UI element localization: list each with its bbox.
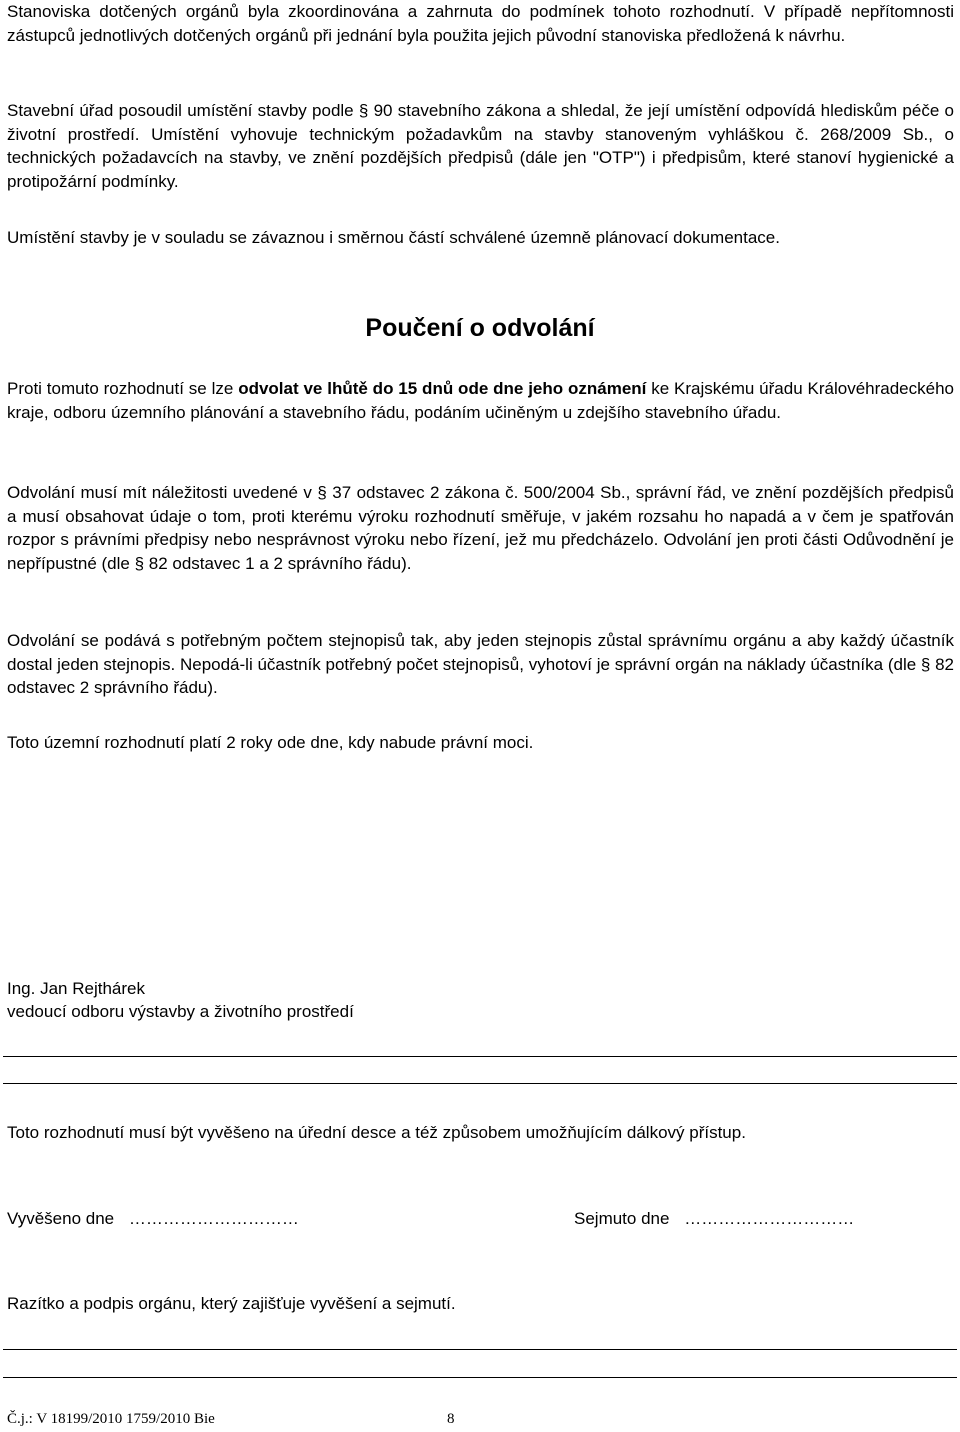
appeal-text-pre: Proti tomuto rozhodnutí se lze — [7, 379, 239, 398]
appeal-deadline-bold: odvolat ve lhůtě do 15 dnů ode dne jeho oznámení — [238, 379, 647, 398]
footer-reference: Č.j.: V 18199/2010 1759/2010 Bie — [7, 1411, 215, 1427]
removed-value: ………………………… — [684, 1209, 855, 1228]
section-heading: Poučení o odvolání — [365, 314, 595, 342]
paragraph-placement-assessment: Stavební úřad posoudil umístění stavby podle § 90 stavebního zákona a shledal, že její umístění odpovídá hlediskům péče o životní prostředí. Umístění vyhovuje technickým požadavkům na stavby stanoveným vyhláškou č. 268/2009 Sb., o technických požadavcích na stavby, ve znění pozdějších předpisů (dále jen "OTP") i předpisům, které stanoví hygienické a protipožární podmínky. — [7, 101, 954, 191]
paragraph-posting-notice: Toto rozhodnutí musí být vyvěšeno na úřední desce a též způsobem umožňujícím dálkový přístup. — [7, 1123, 746, 1142]
posted-label: Vyvěšeno dne — [7, 1209, 115, 1228]
paragraph-validity: Toto územní rozhodnutí platí 2 roky ode dne, kdy nabude právní moci. — [7, 733, 534, 752]
page-number: 8 — [447, 1411, 455, 1427]
paragraph-plan-compliance: Umístění stavby je v souladu se závaznou i směrnou částí schválené územně plánovací dokumentace. — [7, 228, 780, 247]
paragraph-appeal-requirements: Odvolání musí mít náležitosti uvedené v § 37 odstavec 2 zákona č. 500/2004 Sb., správní řád, ve znění pozdějších předpisů a musí obsahovat údaje o tom, proti kterému výroku rozhodnutí směřuje, v jakém rozsahu ho napadá a v čem je spatřován rozpor s právními předpisy nebo nesprávnost výroku nebo řízení, jež mu předcházelo. Odvolání jen proti části Odůvodnění je nepřípustné (dle § 82 odstavec 1 a 2 správního řádu). — [7, 483, 954, 573]
divider-line — [3, 1349, 957, 1350]
signatory-title: vedoucí odboru výstavby a životního prostředí — [7, 1002, 354, 1021]
paragraph-coordination: Stanoviska dotčených orgánů byla zkoordinována a zahrnuta do podmínek tohoto rozhodnutí. V případě nepřítomnosti zástupců jednotlivých dotčených orgánů při jednání byla použita jejich původní stanoviska předložená k návrhu. — [7, 2, 954, 45]
posted-date-field — [7, 1207, 299, 1231]
paragraph-appeal-copies: Odvolání se podává s potřebným počtem stejnopisů tak, aby jeden stejnopis zůstal správnímu orgánu a aby každý účastník dostal jeden stejnopis. Nepodá-li účastník potřebný počet stejnopisů, vyhotoví je správní orgán na náklady účastníka (dle § 82 odstavec 2 správního řádu). — [7, 631, 954, 697]
removed-label: Sejmuto dne — [574, 1209, 670, 1228]
signatory-name: Ing. Jan Rejthárek — [7, 979, 145, 998]
stamp-instruction: Razítko a podpis orgánu, který zajišťuje vyvěšení a sejmutí. — [7, 1294, 456, 1313]
appeal-text-post: ke Krajskému úřadu Královéhradeckého kraje, odboru územního plánování a stavebního řádu, podáním učiněným u zdejšího stavebního úřadu. — [7, 379, 954, 422]
paragraph-appeal-deadline — [7, 377, 954, 424]
divider-line — [3, 1083, 957, 1084]
divider-line — [3, 1377, 957, 1378]
divider-line — [3, 1056, 957, 1057]
removed-date-field — [574, 1207, 854, 1231]
posted-value: ………………………… — [128, 1209, 299, 1228]
